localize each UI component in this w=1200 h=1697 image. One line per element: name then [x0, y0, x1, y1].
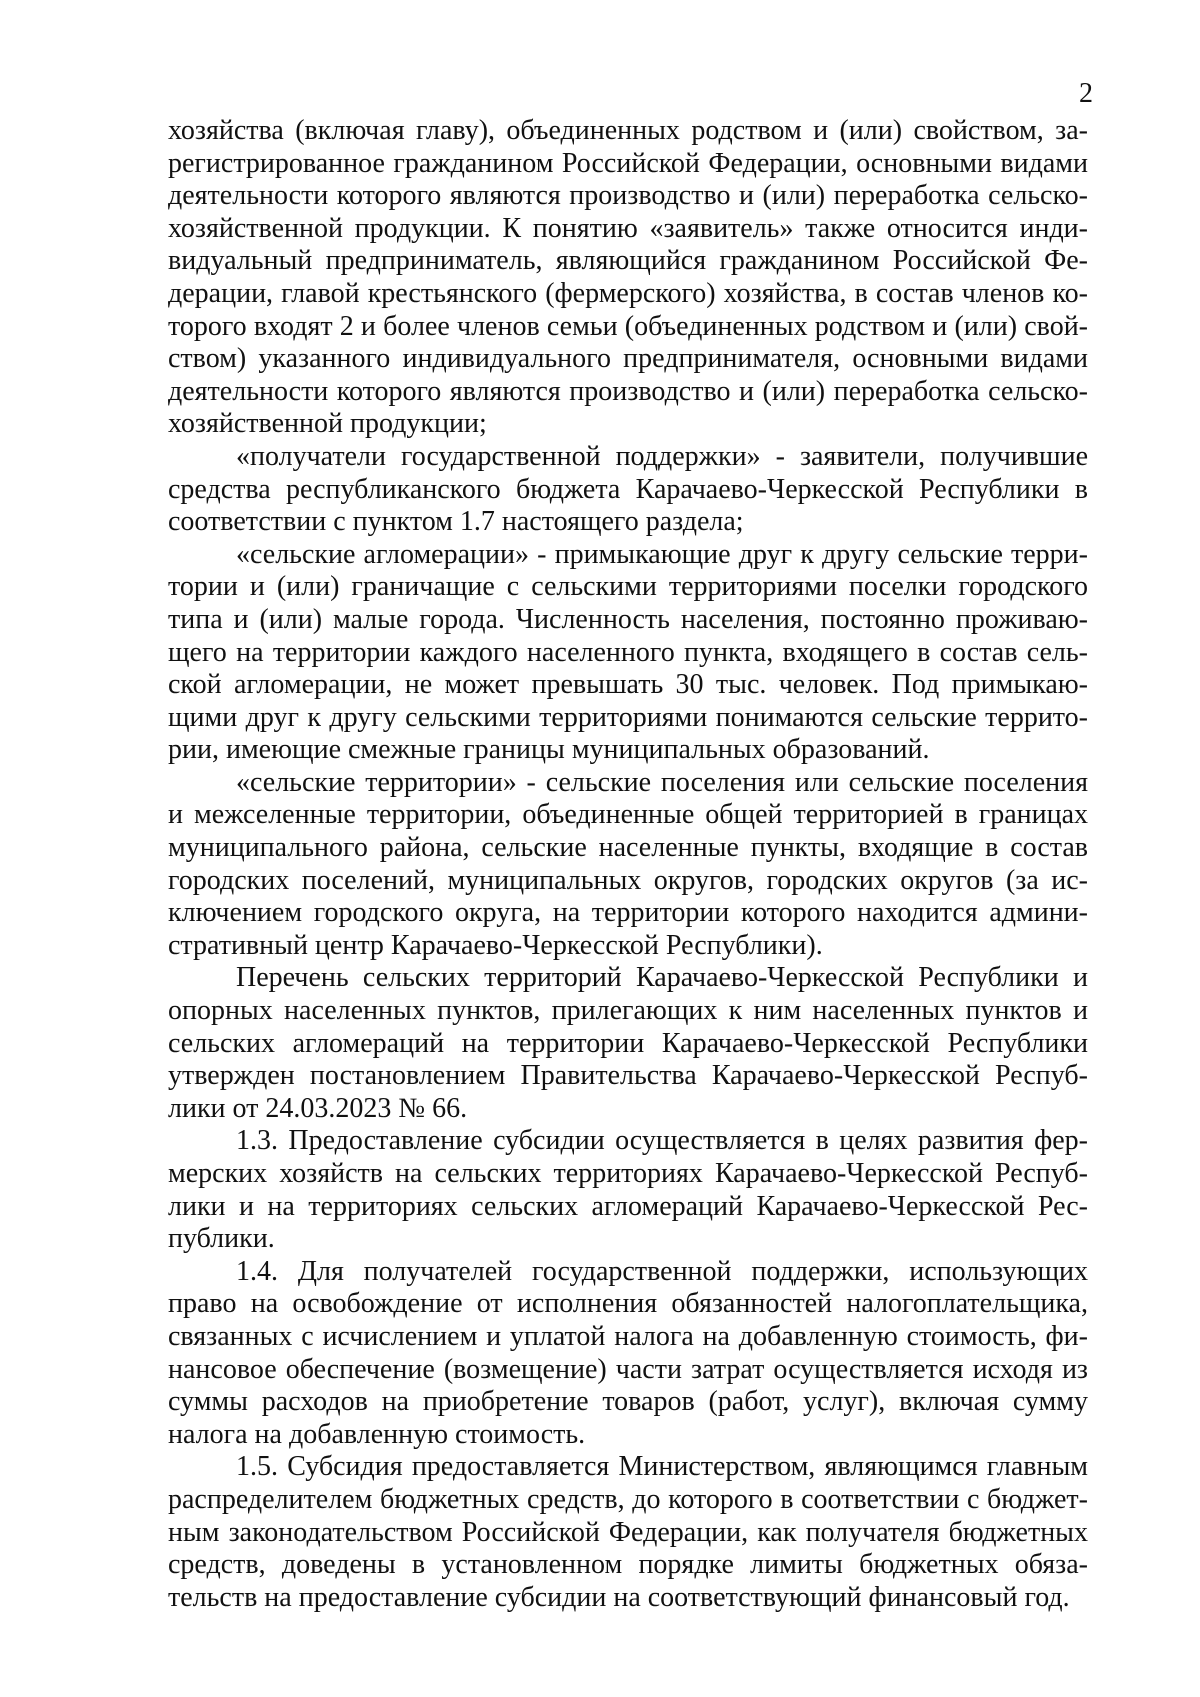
page-number: 2	[1079, 78, 1093, 109]
paragraph-definition-recipients: «получатели государственной поддержки» - заявители, получившие средства республиканского бюджета Карачаево-Черкесской Республики в соответствии с пунктом 1.7 настоящего раздела;	[168, 440, 1088, 538]
paragraph-1-4: 1.4. Для получателей государственной поддержки, использующих право на освобождение от исполнения обязанностей налогоплательщика, связанных с исчислением и уплатой налога на добавленную стоимость, финансовое обеспечение (возмещение) части затрат осуществляется исходя из суммы расходов на приобретение товаров (работ, услуг), включая сумму налога на добавленную стоимость.	[168, 1255, 1088, 1450]
paragraph-territory-list: Перечень сельских территорий Карачаево-Черкесской Республики и опорных населенных пунктов, прилегающих к ним населенных пунктов и сельских агломераций на территории Карачаево-Черкесской Республики утвержден постановлением Правительства Карачаево-Черкесской Республики от 24.03.2023 № 66.	[168, 962, 1088, 1124]
paragraph-definition-territories: «сельские территории» - сельские поселения или сельские поселения и межселенные территории, объединенные общей территорией в границах муниципального района, сельские населенные пункты, входящие в состав городских поселений, муниципальных округов, городских округов (за исключением городского округа, на территории которого находится административный центр Карачаево-Черкесской Республики).	[168, 766, 1088, 961]
paragraph-1-5: 1.5. Субсидия предоставляется Министерством, являющимся главным распределителем бюджетных средств, до которого в соответствии с бюджетным законодательством Российской Федерации, как получателя бюджетных средств, доведены в установленном порядке лимиты бюджетных обязательств на предоставление субсидии на соответствующий финансовый год.	[168, 1451, 1088, 1613]
paragraph-definition-agglomerations: «сельские агломерации» - примыкающие друг к другу сельские территории и (или) граничащие с сельскими территориями поселки городского типа и (или) малые города. Численность населения, постоянно проживающего на территории каждого населенного пункта, входящего в состав сельской агломерации, не может превышать 30 тыс. человек. Под примыкающими друг к другу сельскими территориями понимаются сельские территории, имеющие смежные границы муниципальных образований.	[168, 538, 1088, 766]
paragraph-continuation: хозяйства (включая главу), объединенных родством и (или) свойством, зарегистрированное гражданином Российской Федерации, основными видами деятельности которого являются производство и (или) переработка сельскохозяйственной продукции. К понятию «заявитель» также относится индивидуальный предприниматель, являющийся гражданином Российской Федерации, главой крестьянского (фермерского) хозяйства, в состав членов которого входят 2 и более членов семьи (объединенных родством и (или) свойством) указанного индивидуального предпринимателя, основными видами деятельности которого являются производство и (или) переработка сельскохозяйственной продукции;	[168, 115, 1088, 440]
paragraph-1-3: 1.3. Предоставление субсидии осуществляется в целях развития фермерских хозяйств на сельских территориях Карачаево-Черкесской Республики и на территориях сельских агломераций Карачаево-Черкесской Республики.	[168, 1125, 1088, 1255]
document-body	[168, 115, 1088, 1614]
